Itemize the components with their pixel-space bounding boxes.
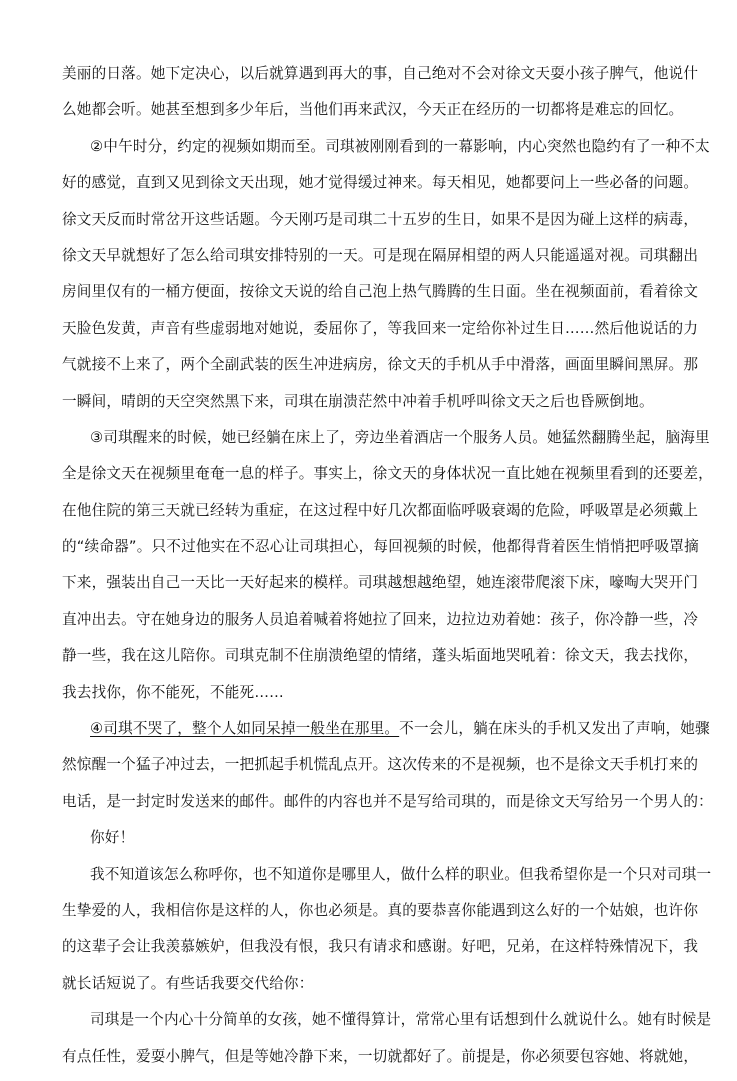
text-line: 我去找你，你不能死，不能死…… — [62, 683, 284, 701]
text-line: 直冲出去。守在她身边的服务人员追着喊着将她拉了回来，边拉边劝着她：孩子，你冷静一些，冷 — [62, 610, 699, 628]
text-line: 就长话短说了。有些话我要交代给你： — [62, 974, 314, 992]
letter-greeting: 你好！ — [90, 829, 135, 847]
text-line: 一瞬间，晴朗的天空突然黑下来，司琪在崩溃茫然中冲着手机呼叫徐文天之后也昏厥倒地。 — [62, 392, 654, 410]
paragraph-3-first-line: ③司琪醒来的时候，她已经躺在床上了，旁边坐着酒店一个服务人员。她猛然翻腾坐起，脑海里 — [90, 428, 710, 446]
text-line: 的这辈子会让我羡慕嫉妒，但我没有恨，我只有请求和感谢。好吧，兄弟，在这样特殊情况下，我 — [62, 938, 699, 956]
text-line: 有点任性，爱耍小脾气，但是等她冷静下来，一切就都好了。前提是，你必须要包容她、将就她， — [62, 1047, 699, 1065]
text-line: 在他住院的第三天就已经转为重症，在这过程中好几次都面临呼吸衰竭的危险，呼吸罩是必须戴上 — [62, 501, 699, 519]
document-page — [62, 62, 713, 1081]
text-line: 徐文天早就想好了怎么给司琪安排特别的一天。可是现在隔屏相望的两人只能遥遥对视。司琪翻出 — [62, 246, 699, 264]
text-line: 的“续命器”。只不过他实在不忍心让司琪担心，每回视频的时候，他都得背着医生悄悄把呼吸罩摘 — [62, 538, 699, 556]
text-line: 美丽的日落。她下定决心，以后就算遇到再大的事，自己绝对不会对徐文天耍小孩子脾气，他说什 — [62, 65, 699, 82]
paragraph-2-first-line: ②中午时分，约定的视频如期而至。司琪被刚刚看到的一幕影响，内心突然也隐约有了一种不太 — [90, 137, 710, 155]
text-span: 不一会儿，躺在床头的手机又发出了声响，她骤 — [399, 720, 710, 738]
text-line: 然惊醒一个猛子冲过去，一把抓起手机慌乱点开。这次传来的不是视频，也不是徐文天手机打来的 — [62, 756, 699, 774]
text-line: 好的感觉，直到又见到徐文天出现，她才觉得缓过神来。每天相见，她都要问上一些必备的问题。 — [62, 174, 699, 192]
text-line: 房间里仅有的一桶方便面，按徐文天说的给自己泡上热气腾腾的生日面。坐在视频面前，看着徐文 — [62, 283, 699, 301]
paragraph-4-first-line — [62, 717, 710, 753]
text-line: 电话，是一封定时发送来的邮件。邮件的内容也并不是写给司琪的，而是徐文天写给另一个男人的： — [62, 792, 713, 810]
text-line: 气就接不上来了，两个全副武装的医生冲进病房，徐文天的手机从手中滑落，画面里瞬间黑屏。那 — [62, 356, 699, 374]
text-line: 天脸色发黄，声音有些虚弱地对她说，委屈你了，等我回来一定给你补过生日……然后他说话的力 — [62, 319, 699, 337]
text-line: 全是徐文天在视频里奄奄一息的样子。事实上，徐文天的身体状况一直比她在视频里看到的还要差， — [62, 465, 713, 483]
paragraph-6-first-line: 我不知道该怎么称呼你，也不知道你是哪里人，做什么样的职业。但我希望你是一个只对司琪一 — [90, 865, 712, 883]
paragraph-7-first-line: 司琪是一个内心十分简单的女孩，她不懂得算计，常常心里有话想到什么就说什么。她有时候是 — [90, 1011, 712, 1029]
underlined-sentence: ④司琪不哭了，整个人如同呆掉一般坐在那里。 — [90, 720, 400, 738]
text-line: 么她都会听。她甚至想到多少年后，当他们再来武汉，今天正在经历的一切都将是难忘的回忆。 — [62, 101, 684, 119]
text-line: 下来，强装出自己一天比一天好起来的模样。司琪越想越绝望，她连滚带爬滚下床，嚎啕大哭开门 — [62, 574, 699, 592]
text-line: 徐文天反而时常岔开这些话题。今天刚巧是司琪二十五岁的生日，如果不是因为碰上这样的病毒， — [62, 210, 699, 228]
text-line: 生挚爱的人，我相信你是这样的人，你也必须是。真的要恭喜你能遇到这么好的一个姑娘，也许你 — [62, 901, 699, 919]
text-line: 静一些，我在这儿陪你。司琪克制不住崩溃绝望的情绪，蓬头垢面地哭吼着：徐文天，我去找你， — [62, 647, 699, 665]
